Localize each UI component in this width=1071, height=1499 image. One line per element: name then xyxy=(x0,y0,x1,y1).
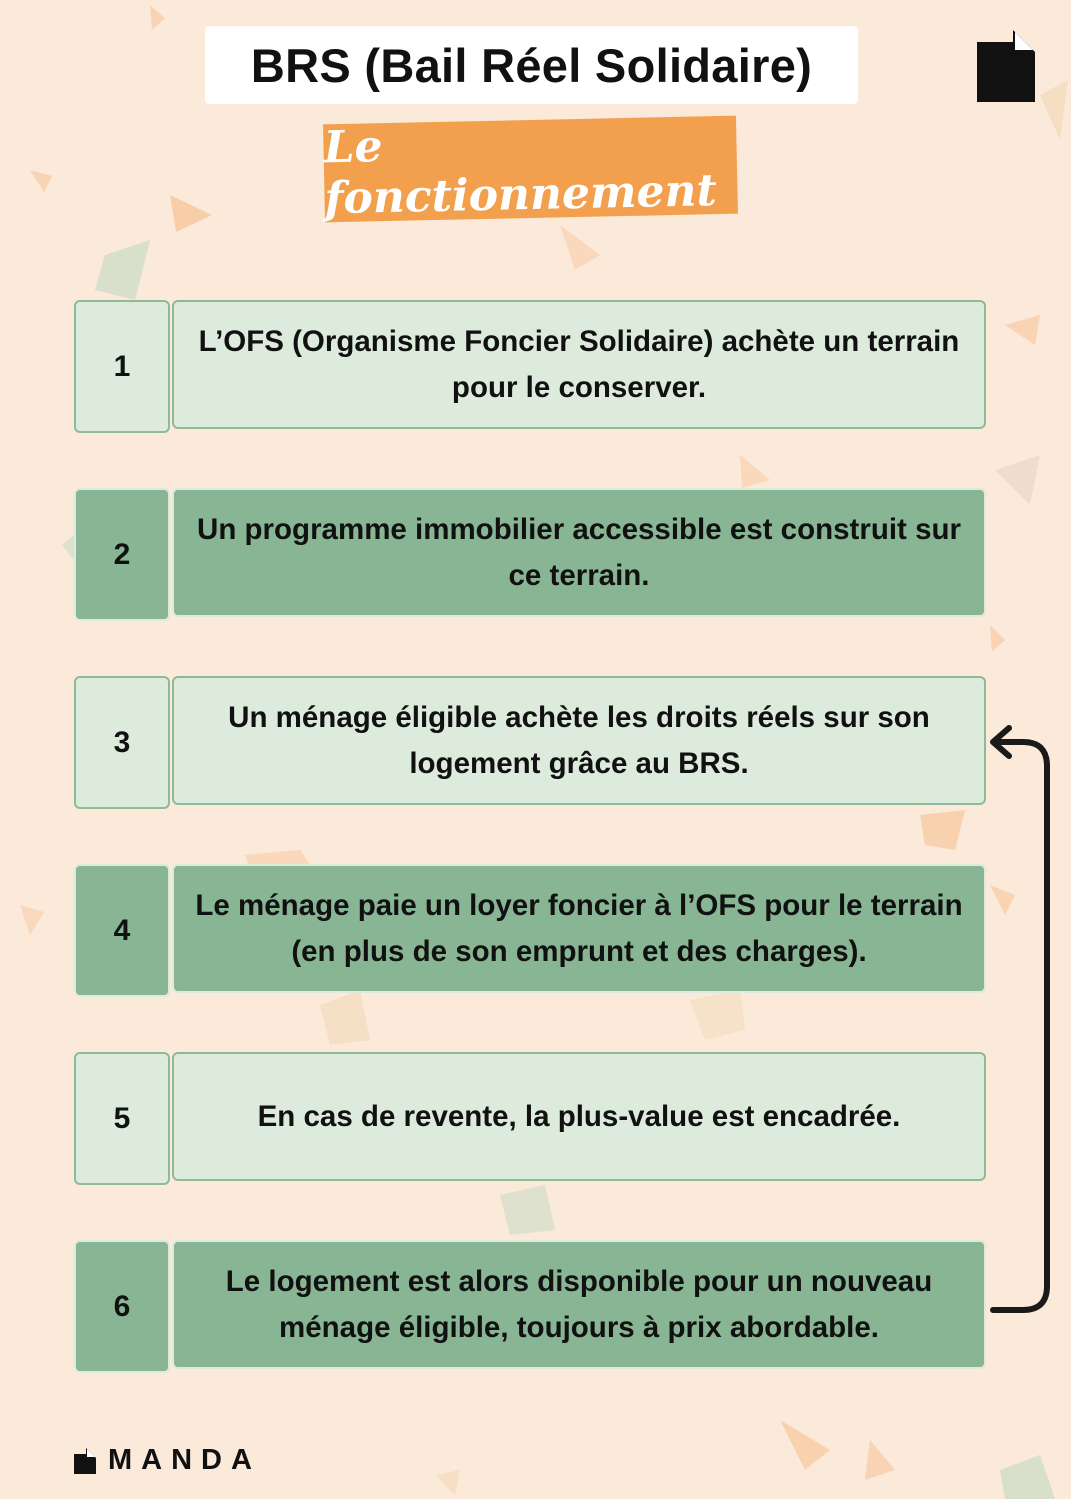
step-3 xyxy=(74,676,990,809)
step-text: Le ménage paie un loyer foncier à l’OFS pour le terrain (en plus de son emprunt et des charges). xyxy=(172,864,986,993)
step-text: En cas de revente, la plus-value est encadrée. xyxy=(172,1052,986,1181)
footer-brand xyxy=(74,1444,261,1477)
step-number: 2 xyxy=(74,488,170,621)
page-subtitle: Le fonctionnement xyxy=(322,121,718,225)
brand-name: MANDA xyxy=(108,1444,261,1476)
step-4 xyxy=(74,864,990,997)
step-1 xyxy=(74,300,990,433)
step-number: 6 xyxy=(74,1240,170,1373)
step-number: 4 xyxy=(74,864,170,997)
manda-logo-icon xyxy=(74,1448,96,1474)
step-number: 3 xyxy=(74,676,170,809)
step-6 xyxy=(74,1240,990,1373)
loop-arrow-icon xyxy=(985,720,1055,1320)
subtitle-banner xyxy=(323,116,738,223)
title-box xyxy=(205,26,858,104)
step-text: L’OFS (Organisme Foncier Solidaire) achète un terrain pour le conserver. xyxy=(172,300,986,429)
document-logo-icon xyxy=(977,30,1035,102)
step-number: 1 xyxy=(74,300,170,433)
step-text: Le logement est alors disponible pour un nouveau ménage éligible, toujours à prix abordable. xyxy=(172,1240,986,1369)
step-text: Un programme immobilier accessible est construit sur ce terrain. xyxy=(172,488,986,617)
step-number: 5 xyxy=(74,1052,170,1185)
step-text: Un ménage éligible achète les droits réels sur son logement grâce au BRS. xyxy=(172,676,986,805)
step-5 xyxy=(74,1052,990,1185)
page-title: BRS (Bail Réel Solidaire) xyxy=(250,38,813,92)
step-2 xyxy=(74,488,990,621)
